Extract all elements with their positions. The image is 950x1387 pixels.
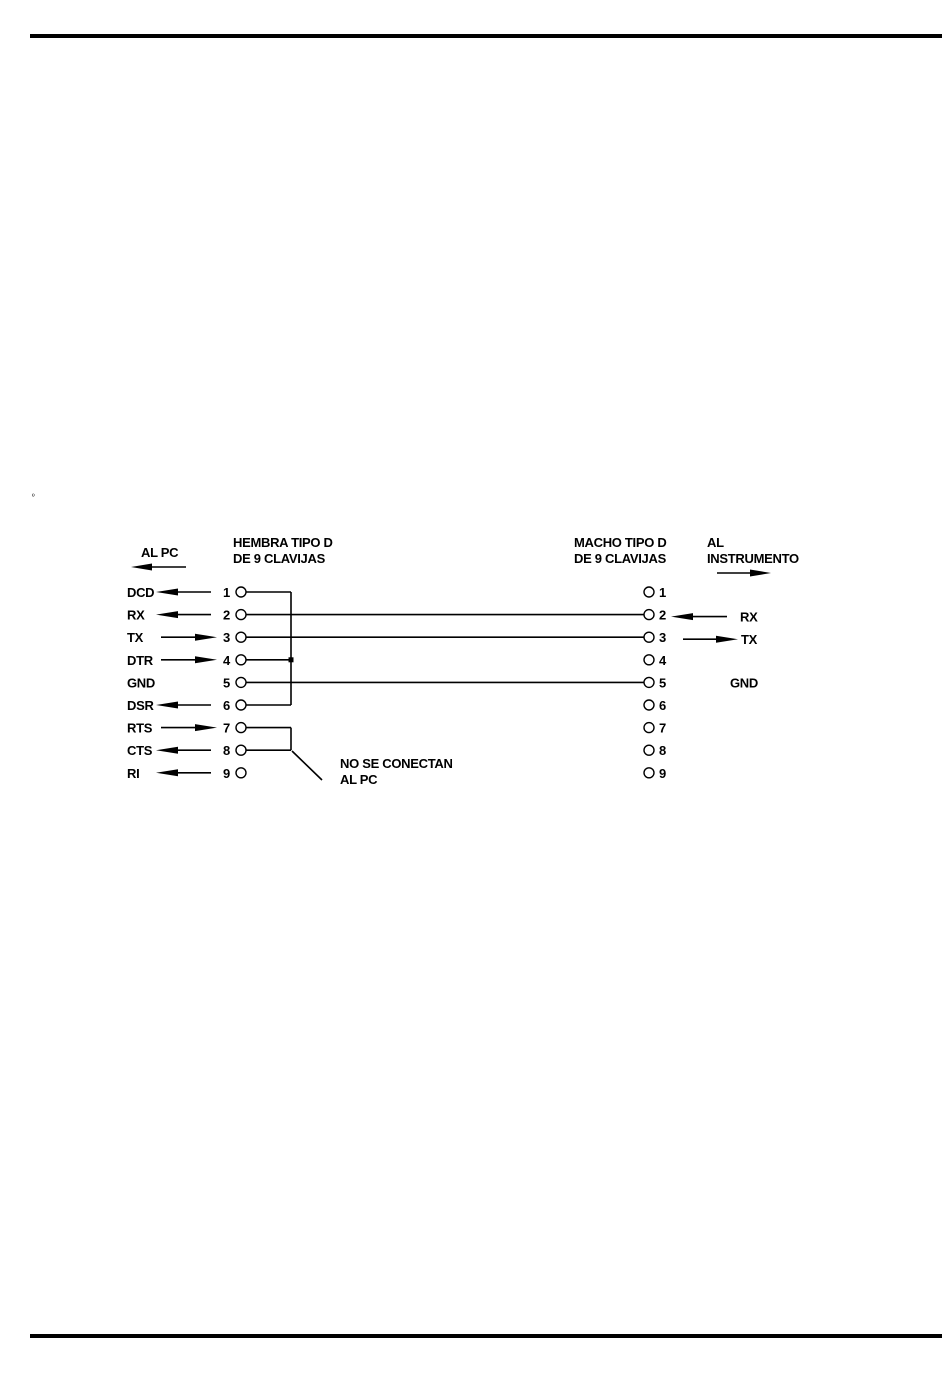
right-pin-number: 2 — [659, 607, 666, 623]
page-mark: º — [32, 494, 35, 501]
right-pin-row — [644, 653, 667, 668]
footer-rule — [30, 1334, 942, 1338]
left-pin-number: 3 — [223, 630, 230, 646]
right-pin-number: 7 — [659, 720, 666, 736]
right-pin-row — [644, 766, 666, 781]
left-pin-socket — [236, 610, 246, 620]
right-pin-row — [644, 630, 758, 647]
left-connector-title-line1: HEMBRA TIPO D — [233, 535, 333, 550]
left-pin-number: 5 — [223, 675, 230, 691]
right-direction-line1: AL — [707, 535, 724, 550]
left-pin-socket — [236, 655, 246, 665]
left-pin-number: 9 — [223, 765, 230, 781]
left-pin-number: 6 — [223, 698, 230, 713]
right-pin-socket — [644, 745, 654, 755]
left-direction-arrow — [131, 564, 186, 571]
left-pin-socket — [236, 677, 246, 687]
right-connector-pins — [644, 585, 758, 781]
right-pin-socket — [644, 655, 654, 665]
note-line1: NO SE CONECTAN — [340, 756, 453, 771]
right-direction-line2: INSTRUMENTO — [707, 551, 799, 566]
left-pin-row — [127, 585, 246, 600]
right-direction-arrow — [717, 570, 771, 577]
left-pin-row — [127, 743, 246, 758]
right-pin-number: 8 — [659, 743, 666, 759]
right-pin-socket — [644, 723, 654, 733]
right-pin-row — [644, 721, 666, 736]
left-pin-signal: CTS — [127, 743, 153, 759]
left-pin-signal: DSR — [127, 698, 154, 713]
right-pin-socket — [644, 700, 654, 710]
left-pin-socket — [236, 632, 246, 642]
loopback-rts-cts — [246, 728, 291, 751]
left-signal-arrow-in — [161, 724, 217, 731]
left-pin-signal: RI — [127, 765, 140, 781]
left-connector-pins — [127, 585, 246, 781]
wires — [246, 592, 644, 750]
left-pin-number: 2 — [223, 607, 230, 623]
left-pin-number: 8 — [223, 743, 230, 759]
note-leader — [292, 751, 322, 780]
left-pin-socket — [236, 768, 246, 778]
left-signal-arrow-out — [156, 702, 211, 709]
right-pin-number: 5 — [659, 675, 666, 691]
left-pin-row — [127, 766, 246, 781]
left-pin-number: 1 — [223, 585, 230, 600]
right-pin-signal: RX — [740, 609, 758, 625]
right-pin-socket — [644, 768, 654, 778]
left-signal-arrow-out — [156, 747, 211, 754]
left-pin-row — [127, 675, 246, 690]
left-pin-socket — [236, 587, 246, 597]
right-pin-number: 3 — [659, 630, 666, 646]
right-pin-row — [644, 585, 666, 600]
right-pin-row — [644, 698, 666, 713]
left-pin-signal: TX — [127, 630, 144, 646]
left-signal-arrow-in — [161, 656, 217, 663]
note-line2: AL PC — [340, 772, 378, 787]
left-pin-row — [127, 630, 246, 645]
right-pin-signal: TX — [741, 632, 758, 648]
right-signal-arrow-in — [671, 613, 727, 620]
right-pin-row — [644, 743, 666, 758]
right-pin-number: 4 — [659, 652, 666, 668]
left-pin-signal: DTR — [127, 652, 153, 668]
left-signal-arrow-out — [156, 589, 211, 596]
right-pin-number: 9 — [659, 765, 666, 781]
left-pin-signal: RTS — [127, 720, 153, 736]
right-pin-signal: GND — [730, 675, 758, 691]
loopback-dcd-dtr-dsr — [246, 592, 294, 705]
right-pin-socket — [644, 587, 654, 597]
left-signal-arrow-in — [161, 634, 217, 641]
left-pin-row — [127, 698, 246, 713]
left-pin-row — [127, 608, 246, 623]
right-connector-title-line2: DE 9 CLAVIJAS — [574, 551, 666, 566]
right-pin-number: 1 — [659, 585, 666, 600]
right-pin-number: 6 — [659, 698, 666, 713]
left-pin-signal: RX — [127, 607, 145, 623]
left-pin-number: 7 — [223, 720, 230, 736]
left-pin-number: 4 — [223, 652, 230, 668]
left-pin-socket — [236, 745, 246, 755]
right-pin-row — [644, 608, 758, 625]
left-pin-row — [127, 653, 246, 668]
left-direction-label: AL PC — [141, 545, 179, 560]
left-signal-arrow-out — [156, 769, 211, 776]
left-pin-signal: GND — [127, 675, 155, 691]
right-connector-title-line1: MACHO TIPO D — [574, 535, 667, 550]
left-pin-socket — [236, 700, 246, 710]
left-pin-row — [127, 721, 246, 736]
right-pin-row — [644, 675, 758, 690]
left-signal-arrow-out — [156, 611, 211, 618]
left-pin-socket — [236, 723, 246, 733]
right-pin-socket — [644, 677, 654, 687]
left-connector-title-line2: DE 9 CLAVIJAS — [233, 551, 325, 566]
right-pin-socket — [644, 610, 654, 620]
left-pin-signal: DCD — [127, 585, 155, 600]
right-signal-arrow-out — [683, 636, 738, 643]
right-pin-socket — [644, 632, 654, 642]
